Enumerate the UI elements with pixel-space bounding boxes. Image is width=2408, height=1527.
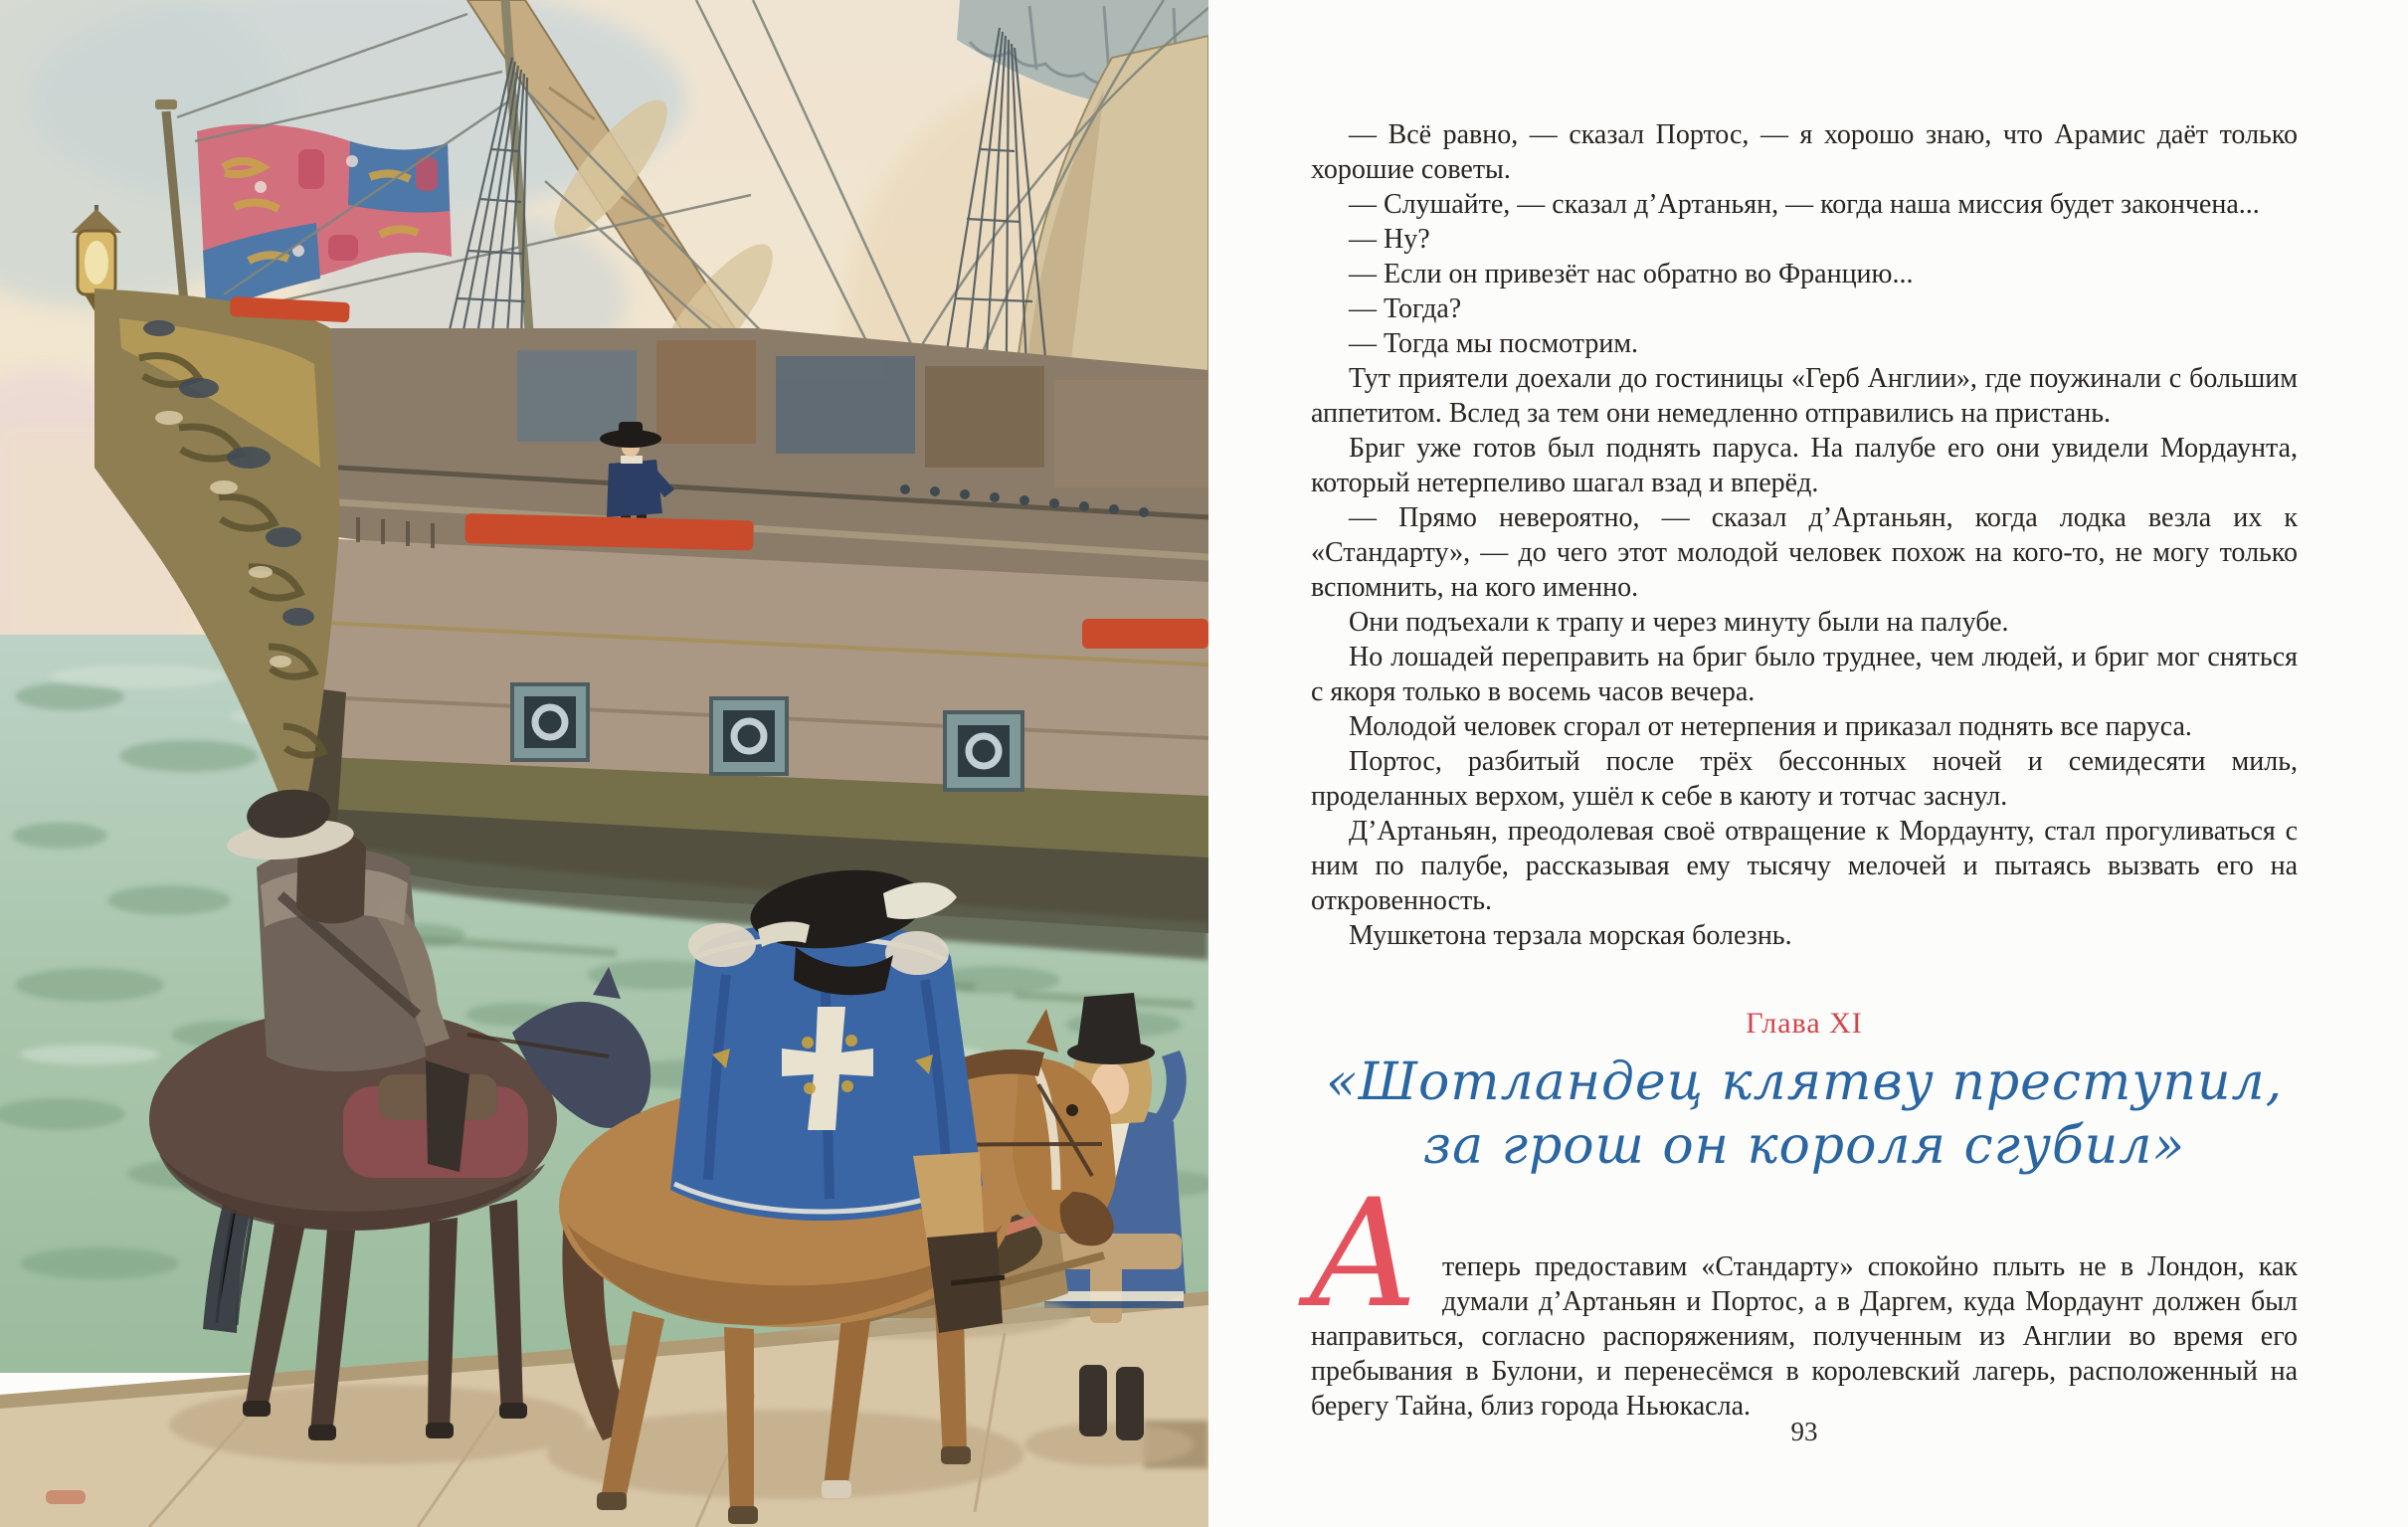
body-paragraph: Они подъехали к трапу и через минуту были на палубе. [1349,607,2009,638]
body-paragraph: Бриг уже готов был поднять паруса. На палубе его они увидели Мордаунта, который нетерпеливо шагал взад и вперёд. [1311,433,2298,498]
body-paragraph: — Тогда мы посмотрим. [1349,328,1639,359]
body-paragraph: — Слушайте, — сказал д’Артаньян, — когда наша миссия будет закончена... [1349,189,2260,220]
chapter-title-line-2: за грош он короля сгубил» [1422,1116,2186,1176]
closing-paragraph-text: теперь предоставим «Стандарту» спокойно плыть не в Лондон, как думали д’Артаньян и Портос, а в Даргем, куда Мордаунт должен был направиться, согласно распоряжениям, полученным из Англии во время его пребывания в Булони, и перенесёмся в королевский лагерь, расположенный на берегу Тайна, близ города Ньюкасла. [1311,1251,2298,1422]
body-paragraph: — Прямо невероятно, — сказал д’Артаньян, когда лодка везла их к «Стандарту», — до чего этот молодой человек похож на кого-то, не могу только вспомнить, на кого именно. [1311,502,2298,603]
chapter-heading: Глава XI [1746,1007,1863,1040]
body-paragraph: — Всё равно, — сказал Портос, — я хорошо знаю, что Арамис даёт только хорошие советы. [1311,119,2298,185]
closing-paragraph [1307,1168,2298,1424]
chapter-title [1311,1050,2298,1178]
body-paragraph: Д’Артаньян, преодолевая своё отвращение к Мордаунту, стал прогуливаться с ним по палубе, рассказывая ему тысячу мелочей и пытаясь вызвать его на откровенность. [1311,816,2298,916]
body-paragraph: Молодой человек сгорал от нетерпения и приказал поднять все паруса. [1349,711,2192,742]
body-paragraph: Тут приятели доехали до гостиницы «Герб Англии», где поужинали с большим аппетитом. Вслед за тем они немедленно отправились на пристань. [1311,363,2298,429]
body-paragraph: — Если он привезёт нас обратно во Францию... [1349,259,1914,289]
text-page [1208,0,2408,1527]
body-paragraph: — Ну? [1349,224,1430,255]
drop-cap-letter: А [1307,1168,1420,1341]
body-paragraph: Но лошадей переправить на бриг было труднее, чем людей, и бриг мог сняться с якоря только в восемь часов вечера. [1311,642,2298,707]
body-paragraph: Мушкетона терзала морская болезнь. [1349,920,1792,951]
body-paragraph: — Тогда? [1349,293,1462,324]
drop-cap [1307,1168,1442,1341]
chapter-title-line-1: «Шотландец клятву преступил, [1325,1052,2284,1112]
body-paragraph: Портос, разбитый после трёх бессонных ночей и семидесяти миль, проделанных верхом, ушёл к себе в каюту и тотчас заснул. [1311,746,2298,812]
page-number: 93 [1790,1417,1818,1446]
body-text-block [1311,117,2298,953]
